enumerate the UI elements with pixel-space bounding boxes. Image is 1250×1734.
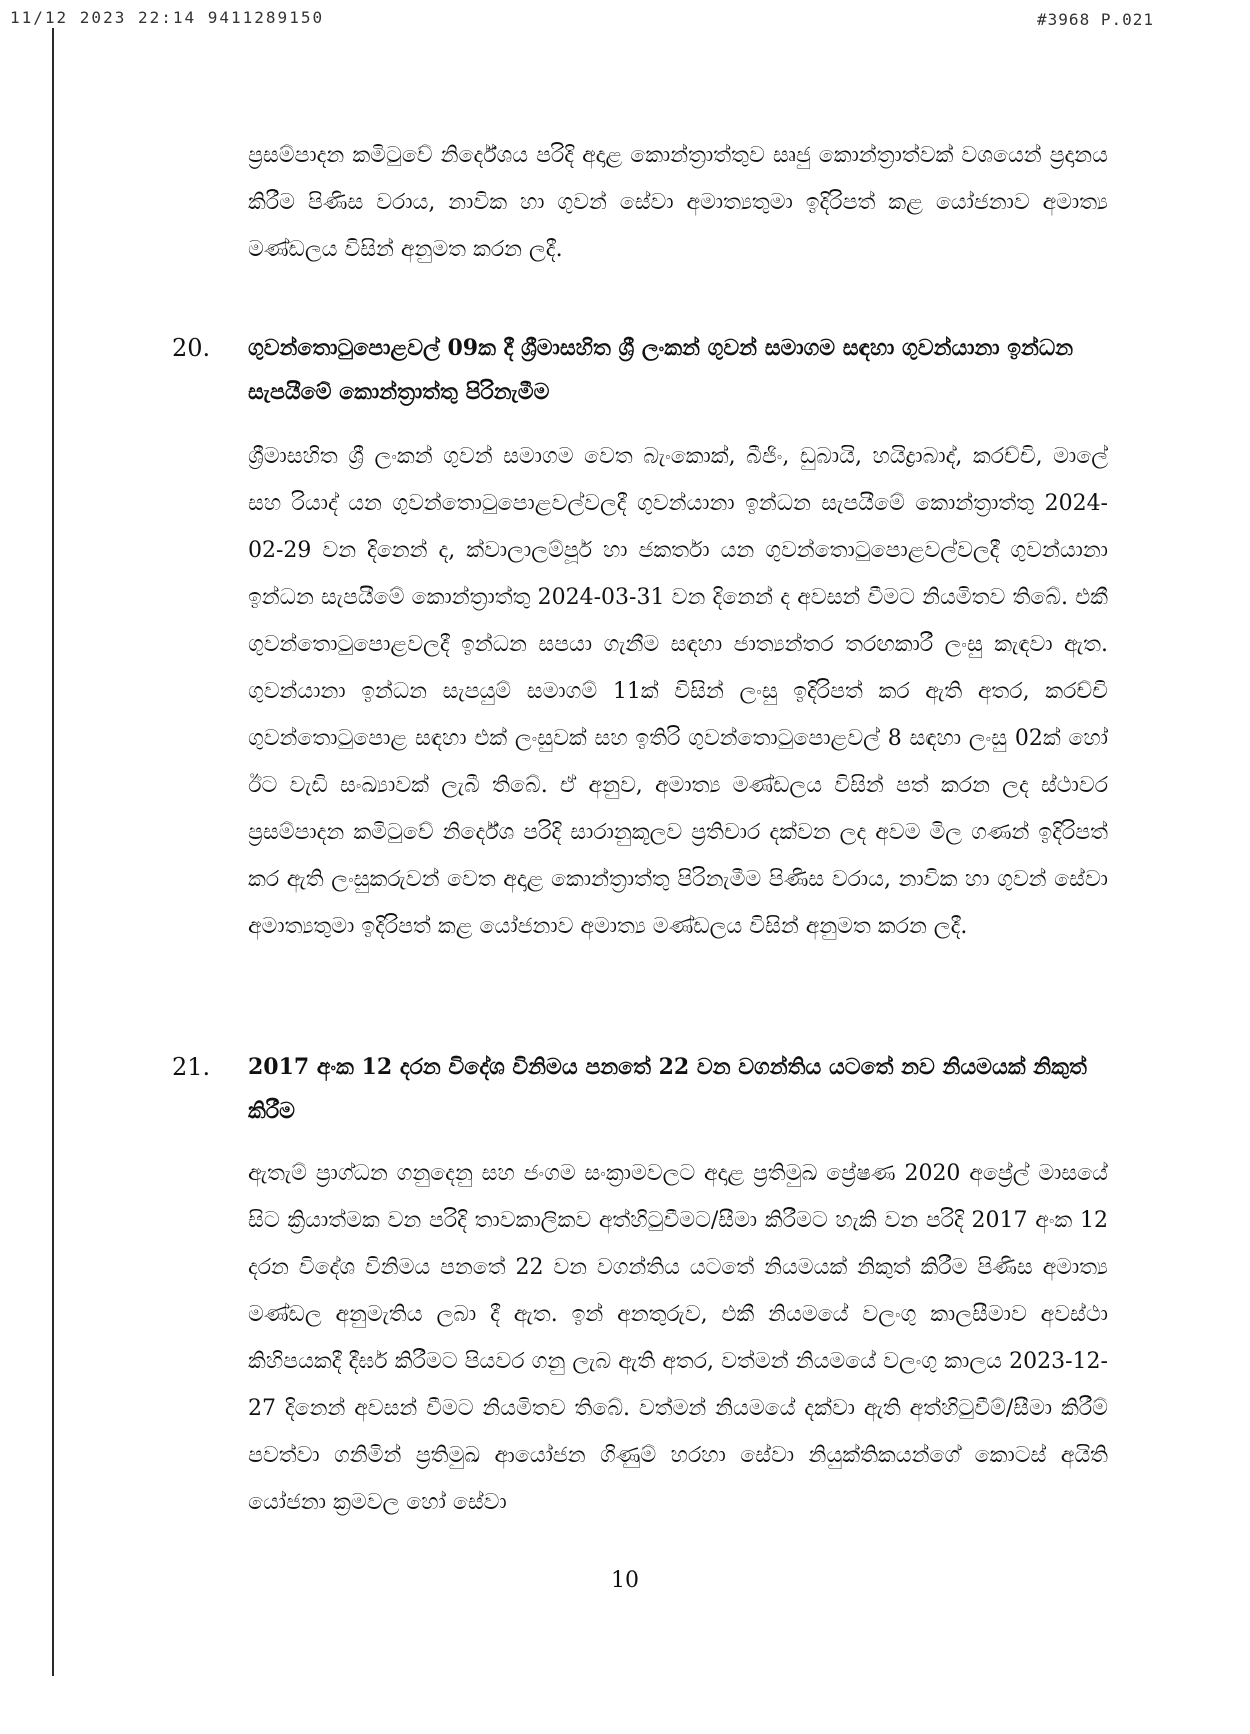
section-21-body: ඇතැම් ප්‍රාග්ධන ගනුදෙනු සහ ජංගම සංක්‍රාමවලට අදාළ ප්‍රතිමුඛ ප්‍රේෂණ 2020 අප්‍රේල් මාසයේ සිට ක්‍රියාත්මක වන පරිදි තාවකාලිකව අත්හිටුවීමට/සීමා කිරීමට හැකි වන පරිදි 2017 අංක 12 දරන විදේශ විනිමය පනතේ 22 වන වගන්තිය යටතේ නියමයක් නිකුත් කිරීම පිණිස අමාත්‍ය මණ්ඩල අනුමැතිය ලබා දී ඇත. ඉන් අනතුරුව, එකී නියමයේ වලංගු කාලසීමාව අවස්ථා කිහිපයකදී දීර්ඝ කිරීමට පියවර ගනු ලැබ ඇති අතර, වත්මන් නියමයේ වලංගු කාලය 2023-12-27 දිනෙන් අවසන් වීමට නියමිතව තිබේ. වත්මන් නියමයේ දක්වා ඇති අත්හිටුවීම්/සීමා කිරීම් පවත්වා ගනිමින් ප්‍රතිමුඛ ආයෝජන ගිණුම් හරහා සේවා නියුක්තිකයන්ගේ කොටස් අයිති යෝජනා ක්‍රමවල හෝ සේවා	[248, 1161, 1108, 1515]
page-number: 10	[611, 1568, 639, 1593]
section-20-title: ගුවන්තොටුපොළවල් 09ක දී ශ්‍රීමාසහිත ශ්‍රී ලංකන් ගුවන් සමාගම සඳහා ගුවන්යානා ඉන්ධන සැපයීමේ කොන්ත්‍රාත්තු පිරිනැමීම	[248, 335, 1074, 405]
fax-header-left: 11/12 2023 22:14 9411289150	[10, 8, 325, 27]
intro-paragraph: ප්‍රසම්පාදන කමිටුවේ නිර්දේශය පරිදි අදාළ කොන්ත්‍රාත්තුව සෘජු කොන්ත්‍රාත්වක් වශයෙන් ප්‍රදානය කිරීම පිණිස වරාය, නාවික හා ගුවන් සේවා අමාත්‍යතුමා ඉදිරිපත් කළ යෝජනාව අමාත්‍ය මණ්ඩලය විසින් අනුමත කරන ලදී.	[248, 143, 1108, 262]
section-21-number: 21.	[172, 1053, 211, 1081]
section-21-title: 2017 අංක 12 දරන විදේශ විනිමය පනතේ 22 වන වගන්තිය යටතේ නව නියමයක් නිකුත් කිරීම	[248, 1054, 1087, 1124]
section-20-body: ශ්‍රීමාසහිත ශ්‍රී ලංකන් ගුවන් සමාගම වෙත බැංකොක්, බීජිං, ඩුබායි, හයිද්‍රාබාද්, කරච්චි, මාලේ සහ රියාද් යන ගුවන්තොටුපොළවල්වලදී ගුවන්යානා ඉන්ධන සැපයීමේ කොන්ත්‍රාත්තු 2024-02-29 වන දිනෙන් ද, ක්වාලාලම්පූර් හා ජකර්තා යන ගුවන්තොටුපොළවල්වලදී ගුවන්යානා ඉන්ධන සැපයීමේ කොන්ත්‍රාත්තු 2024-03-31 වන දිනෙන් ද අවසන් වීමට නියමිතව තිබේ. එකී ගුවන්තොටුපොළවලදී ඉන්ධන සපයා ගැනීම සඳහා ජාත්‍යන්තර තරඟකාරී ලංසු කැඳවා ඇත. ගුවන්යානා ඉන්ධන සැපයුම් සමාගම් 11ක් විසින් ලංසු ඉදිරිපත් කර ඇති අතර, කරච්චි ගුවන්තොටුපොළ සඳහා එක් ලංසුවක් සහ ඉතිරි ගුවන්තොටුපොළවල් 8 සඳහා ලංසු 02ක් හෝ ඊට වැඩි සංඛ්‍යාවක් ලැබී තිබේ. ඒ අනුව, අමාත්‍ය මණ්ඩලය විසින් පත් කරන ලද ස්ථාවර ප්‍රසම්පාදන කමිටුවේ නිර්දේශ පරිදි සාරානුකූලව ප්‍රතිචාර දක්වන ලද අවම මිල ගණන් ඉදිරිපත් කර ඇති ලංසුකරුවන් වෙත අදාළ කොන්ත්‍රාත්තු පිරිනැමීම පිණිස වරාය, නාවික හා ගුවන් සේවා අමාත්‍යතුමා ඉදිරිපත් කළ යෝජනාව අමාත්‍ය මණ්ඩලය විසින් අනුමත කරන ලදී.	[248, 444, 1108, 939]
section-20-number: 20.	[172, 334, 211, 362]
left-margin-line	[52, 28, 54, 1676]
fax-header-right: #3968 P.021	[1037, 10, 1154, 29]
